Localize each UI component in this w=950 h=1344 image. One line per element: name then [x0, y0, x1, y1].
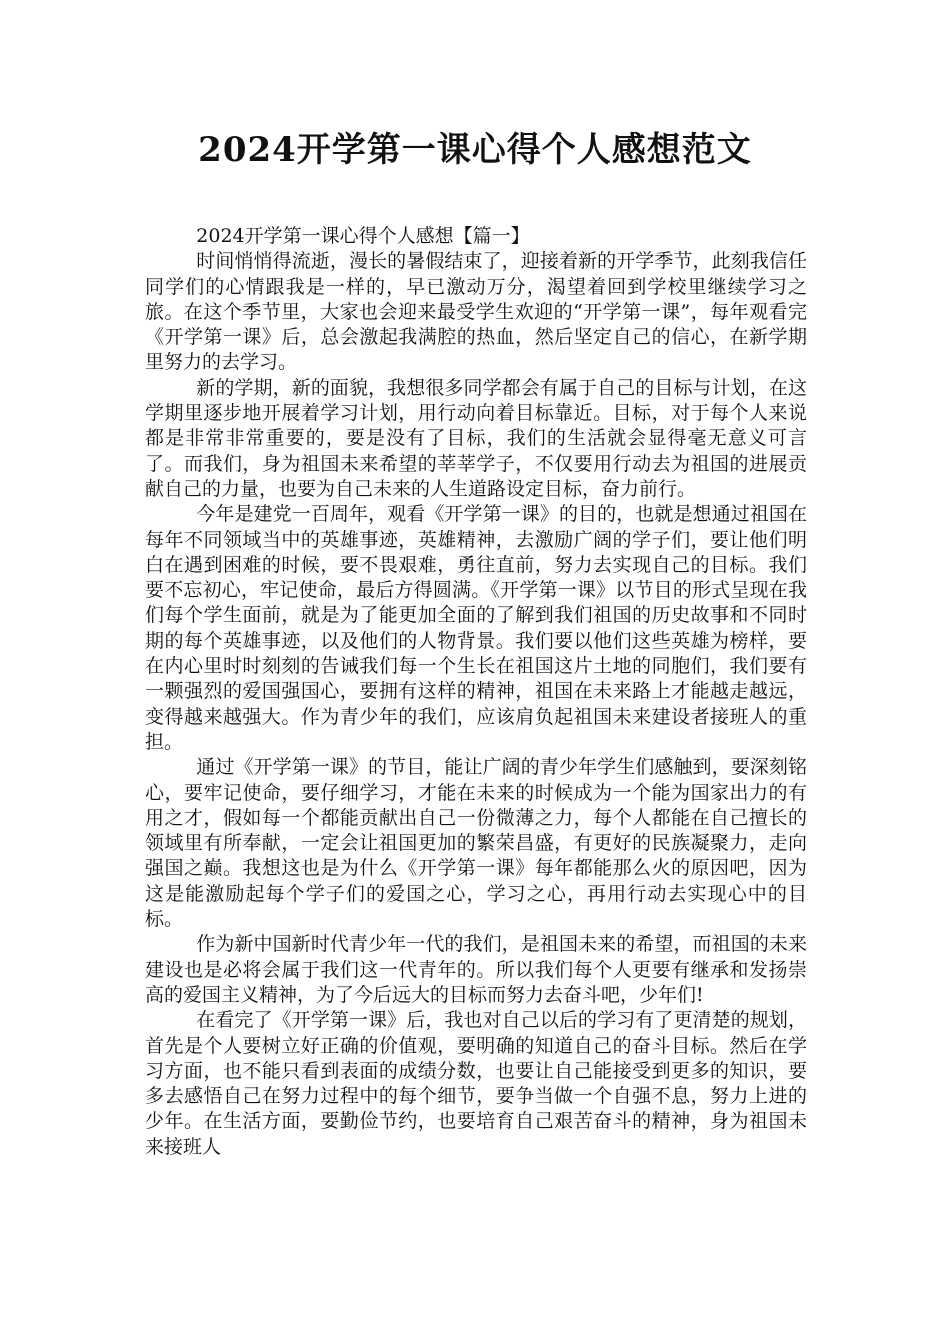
paragraph-1: 时间悄悄得流逝，漫长的暑假结束了，迎接着新的开学季节，此刻我信任同学们的心情跟我是一样的，早已激动万分，渴望着回到学校里继续学习之旅。在这个季节里，大家也会迎来最受学生欢迎的“开学第一课”，每年观看完《开学第一课》后，总会激起我满腔的热血，然后坚定自己的信心，在新学期里努力的去学习。 — [145, 250, 807, 374]
document-body — [145, 224, 807, 1160]
paragraph-3: 今年是建党一百周年，观看《开学第一课》的目的，也就是想通过祖国在每年不同领域当中的英雄事迹，英雄精神，去激励广阔的学子们，要让他们明白在遇到困难的时候，要不畏艰难，勇往直前，努力去实现自己的目标。我们要不忘初心，牢记使命，最后方得圆满。《开学第一课》以节目的形式呈现在我们每个学生面前，就是为了能更加全面的了解到我们祖国的历史故事和不同时期的每个英雄事迹，以及他们的人物背景。我们要以他们这些英雄为榜样，要在内心里时时刻刻的告诫我们每一个生长在祖国这片土地的同胞们，我们要有一颗强烈的爱国强国心，要拥有这样的精神，祖国在未来路上才能越走越远，变得越来越强大。作为青少年的我们，应该肩负起祖国未来建设者接班人的重担。 — [145, 503, 807, 753]
paragraph-6: 在看完了《开学第一课》后，我也对自己以后的学习有了更清楚的规划，首先是个人要树立好正确的价值观，要明确的知道自己的奋斗目标。然后在学习方面，也不能只看到表面的成绩分数，也要让自己能接受到更多的知识，要多去感悟自己在努力过程中的每个细节，要争当做一个自强不息，努力上进的少年。在生活方面，要勤俭节约，也要培育自己艰苦奋斗的精神，身为祖国未来接班人 — [145, 1009, 807, 1158]
paragraph-4: 通过《开学第一课》的节目，能让广阔的青少年学生们感触到，要深刻铭心，要牢记使命，要仔细学习，才能在未来的时候成为一个能为国家出力的有用之才，假如每一个都能贡献出自己一份微薄之力，每个人都能在自己擅长的领域里有所奉献，一定会让祖国更加的繁荣昌盛，有更好的民族凝聚力，走向强国之巅。我想这也是为什么《开学第一课》每年都能那么火的原因吧，因为这是能激励起每个学子们的爱国之心，学习之心，再用行动去实现心中的目标。 — [145, 756, 807, 931]
paragraph-2: 新的学期，新的面貌，我想很多同学都会有属于自己的目标与计划，在这学期里逐步地开展着学习计划，用行动向着目标靠近。目标，对于每个人来说都是非常非常重要的，要是没有了目标，我们的生活就会显得毫无意义可言了。而我们，身为祖国未来希望的莘莘学子，不仅要用行动去为祖国的进展贡献自己的力量，也要为自己未来的人生道路设定目标，奋力前行。 — [145, 376, 807, 500]
document-title: 2024开学第一课心得个人感想范文 — [198, 130, 752, 170]
section-heading: 2024开学第一课心得个人感想【篇一】 — [196, 225, 530, 247]
paragraph-5: 作为新中国新时代青少年一代的我们，是祖国未来的希望，而祖国的未来建设也是必将会属于我们这一代青年的。所以我们每个人更要有继承和发扬崇高的爱国主义精神，为了今后远大的目标而努力去奋斗吧，少年们! — [145, 933, 807, 1006]
